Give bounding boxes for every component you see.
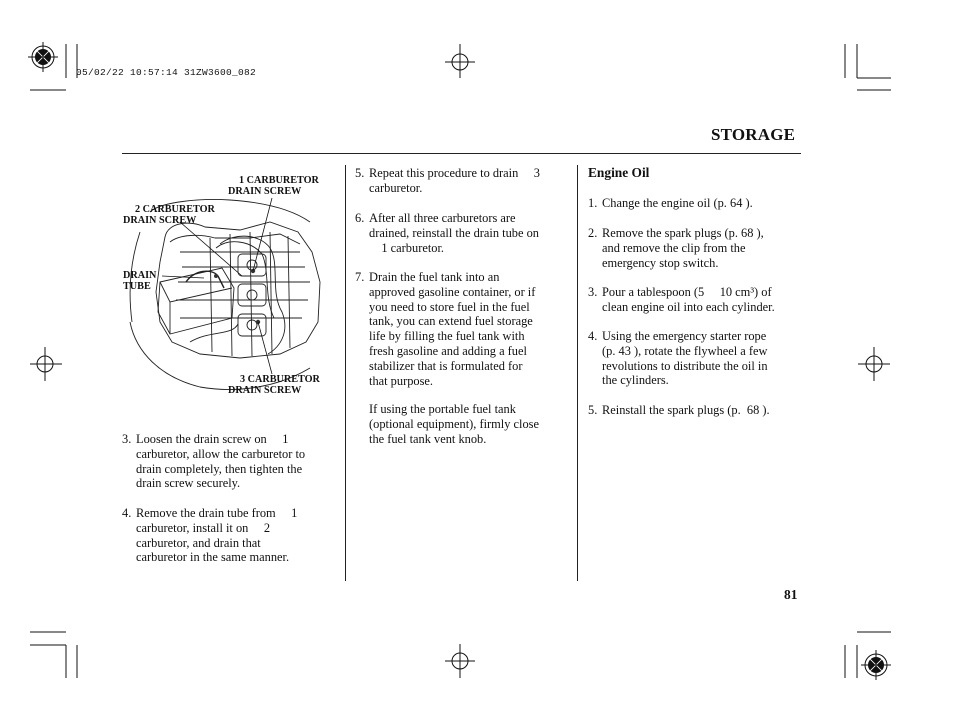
callout-carburetor-3: 3 CARBURETOR bbox=[240, 374, 320, 385]
register-mark-bottom-right bbox=[861, 650, 891, 680]
callout-drain-tube: DRAIN TUBE bbox=[123, 270, 157, 292]
section-title-engine-oil: Engine Oil bbox=[588, 165, 650, 180]
header-rule bbox=[122, 153, 801, 154]
callout-carburetor-2: 2 CARBURETOR bbox=[135, 204, 215, 215]
callout-carburetor-3-sub: DRAIN SCREW bbox=[228, 385, 302, 396]
callout-carburetor-1-sub: DRAIN SCREW bbox=[228, 186, 302, 197]
register-mark-top-left bbox=[28, 42, 58, 72]
fuel-tank-note: If using the portable fuel tank (optional equipment), firmly close the fuel tank vent knob. bbox=[369, 402, 539, 446]
callout-carburetor-2-sub: DRAIN SCREW bbox=[123, 215, 197, 226]
column-divider-2 bbox=[577, 165, 578, 581]
callout-carburetor-1: 1 CARBURETOR bbox=[239, 175, 319, 186]
page-title: STORAGE bbox=[711, 125, 796, 144]
column-divider-1 bbox=[345, 165, 346, 581]
print-stamp: 05/02/22 10:57:14 31ZW3600_082 bbox=[76, 67, 257, 78]
page-number: 81 bbox=[784, 587, 798, 602]
